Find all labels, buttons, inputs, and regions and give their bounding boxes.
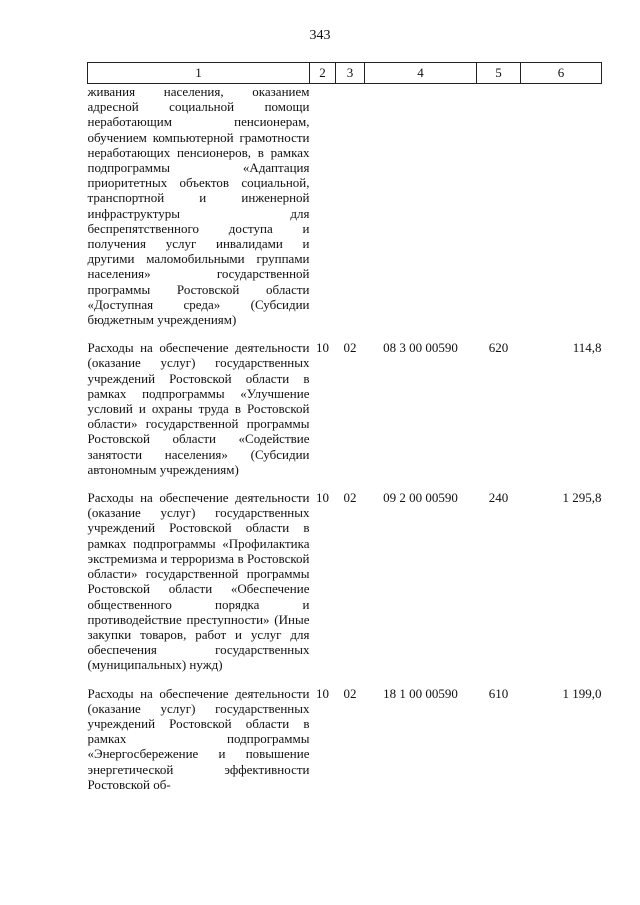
row-target-article: 09 2 00 00590 <box>383 490 458 506</box>
row-expense-type: 620 <box>488 340 509 356</box>
row-expense-type: 610 <box>488 685 509 701</box>
row-section: 10 <box>316 340 329 356</box>
column-header-6: 6 <box>521 63 602 84</box>
row-amount: 1 295,8 <box>562 490 602 506</box>
table-row <box>88 84 602 341</box>
row-section: 10 <box>316 490 329 506</box>
row-amount: 1 199,0 <box>562 685 602 701</box>
table-row <box>88 686 602 805</box>
row-section: 10 <box>316 685 329 701</box>
row-subsection <box>336 84 365 341</box>
row-description: Расходы на обеспечение деятельности (оказание услуг) государственных учреждений Ростовской области в рамках подпрограммы «Профилактика экстремизма и терроризма в Ростовской области» государственной программы Ростовской области «Обеспечение общественного порядка и противодействие преступности» (Иные закупки товаров, работ и услуг для обеспечения государственных (муниципальных) нужд) <box>87 490 310 673</box>
table-row <box>88 340 602 490</box>
column-header-1: 1 <box>88 63 310 84</box>
row-subsection: 02 <box>343 340 357 356</box>
row-target-article <box>365 84 477 341</box>
column-header-3: 3 <box>336 63 365 84</box>
row-subsection: 02 <box>343 490 357 506</box>
row-subsection: 02 <box>343 685 357 701</box>
row-description: живания населения, оказанием адресной социальной помощи неработающим пенсионерам, обучением компьютерной грамотности неработающих пенсионеров, в рамках подпрограммы «Адаптация приоритетных объектов социальной, транспортной и инженерной инфраструктуры для беспрепятственного доступа и получения услуг инвалидами и другими маломобильными группами населения» государственной программы Ростовской области «Доступная среда» (Субсидии бюджетным учреждениям) <box>87 84 310 328</box>
row-target-article: 18 1 00 00590 <box>383 685 458 701</box>
column-header-2: 2 <box>310 63 336 84</box>
row-description: Расходы на обеспечение деятельности (оказание услуг) государственных учреждений Ростовской области в рамках подпрограммы «Энергосбережение и повышение энергетической эффективности Ростовской об- <box>87 685 310 792</box>
page-number: 343 <box>309 28 331 43</box>
row-amount: 114,8 <box>572 340 602 356</box>
table-header-row <box>88 63 602 84</box>
row-amount <box>521 84 602 341</box>
row-target-article: 08 3 00 00590 <box>383 340 458 356</box>
column-header-5: 5 <box>477 63 521 84</box>
row-description: Расходы на обеспечение деятельности (оказание услуг) государственных учреждений Ростовской области в рамках подпрограммы «Улучшение условий и охраны труда в Ростовской области» государственной программы Ростовской области «Содействие занятости населения» (Субсидии автономным учреждениям) <box>87 340 310 477</box>
row-expense-type <box>477 84 521 341</box>
row-section <box>310 84 336 341</box>
column-header-4: 4 <box>365 63 477 84</box>
row-expense-type: 240 <box>488 490 509 506</box>
table-row <box>88 490 602 685</box>
budget-table <box>87 62 602 805</box>
